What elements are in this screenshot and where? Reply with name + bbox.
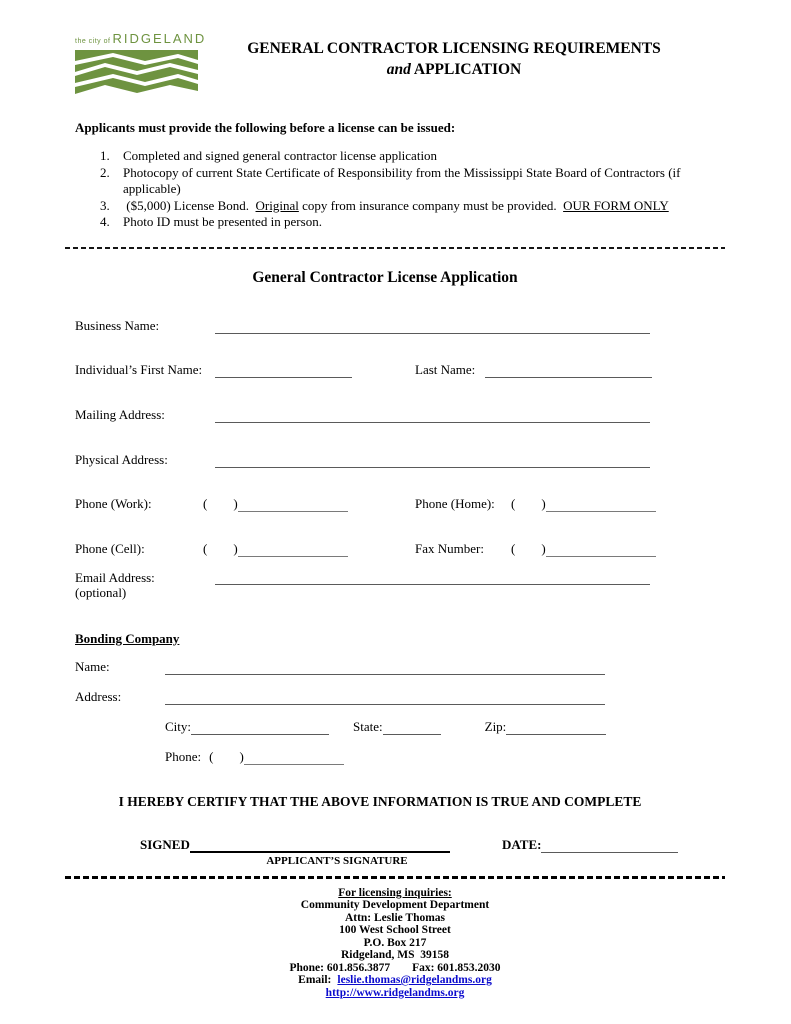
- website-link[interactable]: http://www.ridgelandms.org: [325, 986, 465, 999]
- bonding-address-row: [75, 689, 725, 705]
- bonding-phone-label: Phone:: [165, 748, 202, 764]
- mailing-address-row: [75, 407, 725, 423]
- bonding-name-field[interactable]: [165, 660, 605, 675]
- physical-address-row: [75, 452, 725, 468]
- paren-open: (: [203, 540, 208, 556]
- item3-pre: ($5,000) License Bond.: [123, 197, 256, 213]
- date-label: DATE:: [502, 836, 542, 852]
- list-item: [100, 214, 725, 231]
- document-title: [203, 33, 725, 81]
- date-group: [502, 837, 678, 853]
- attn-line: Attn: Leslie Thomas: [344, 911, 446, 924]
- department-name: Community Development Department: [300, 899, 490, 911]
- zip-field[interactable]: [506, 720, 606, 735]
- business-name-label: Business Name:: [75, 317, 160, 333]
- paren-close: ): [239, 748, 244, 764]
- logo-tagline: the city of: [75, 38, 111, 45]
- list-item: [100, 198, 725, 215]
- footer-email-label: Email:: [298, 974, 332, 986]
- business-name-row: [75, 318, 725, 334]
- name-row: [75, 362, 725, 378]
- business-name-field[interactable]: [215, 319, 650, 334]
- requirements-list: [75, 148, 725, 231]
- bonding-city-state-zip-row: [165, 719, 725, 735]
- bonding-phone-field[interactable]: [244, 750, 344, 765]
- fax-number-label: Fax Number:: [415, 540, 484, 556]
- footer-fax: Fax: 601.853.2030: [412, 961, 501, 974]
- item3-mid: copy from insurance company must be provided.: [298, 197, 564, 213]
- phone-work-label: Phone (Work):: [75, 495, 152, 511]
- certification-statement: I HEREBY CERTIFY THAT THE ABOVE INFORMATION IS TRUE AND COMPLETE: [118, 793, 642, 809]
- dashed-divider: [65, 247, 725, 249]
- zip-label: Zip:: [484, 718, 507, 734]
- document-header: [75, 33, 725, 95]
- footer-contact-block: [75, 887, 715, 1000]
- phone-cell-label: Phone (Cell):: [75, 540, 145, 556]
- title-line1: GENERAL CONTRACTOR LICENSING REQUIREMENTS: [247, 40, 661, 57]
- physical-address-field[interactable]: [215, 453, 650, 468]
- applicants-signature-caption: APPLICANT’S SIGNATURE: [266, 854, 408, 867]
- paren-open: (: [203, 495, 208, 511]
- paren-open: (: [209, 748, 214, 764]
- phone-work-field[interactable]: [238, 497, 348, 512]
- signature-field[interactable]: [190, 838, 450, 853]
- state-field[interactable]: [383, 720, 441, 735]
- phone-work-field-group: [75, 496, 415, 512]
- phone-cell-field-group: [75, 541, 415, 557]
- item-number: 1.: [100, 148, 110, 163]
- bonding-address-label: Address:: [75, 688, 122, 704]
- date-field[interactable]: [541, 838, 678, 853]
- fax-field-group: [415, 541, 656, 557]
- bonding-name-label: Name:: [75, 658, 110, 674]
- phone-cell-field[interactable]: [238, 542, 348, 557]
- logo-text: [75, 31, 207, 48]
- phone-row-2: [75, 541, 725, 557]
- bonding-company-heading: Bonding Company: [75, 630, 180, 646]
- item-number: 4.: [100, 214, 110, 229]
- item-number: 3.: [100, 197, 110, 213]
- phone-row-1: [75, 496, 725, 512]
- phone-home-field-group: [415, 496, 656, 512]
- email-row: [75, 570, 725, 600]
- signed-group: [140, 837, 467, 867]
- phone-home-field[interactable]: [546, 497, 656, 512]
- application-heading: General Contractor License Application: [252, 268, 518, 286]
- email-optional-note: (optional): [75, 584, 127, 600]
- logo-city-name: RIDGELAND: [112, 31, 207, 46]
- email-label-text: Email Address:: [75, 569, 155, 585]
- item-text: Photocopy of current State Certificate of Responsibility from the Mississippi State Board of Contractors (if applicable): [123, 164, 681, 196]
- city-of-ridgeland-logo: [75, 31, 207, 95]
- paren-close: ): [541, 540, 546, 556]
- po-box: P.O. Box 217: [363, 936, 427, 949]
- mailing-address-field[interactable]: [215, 408, 650, 423]
- list-item: [100, 165, 725, 198]
- first-name-label: Individual’s First Name:: [75, 361, 203, 377]
- signed-label: SIGNED: [140, 836, 190, 852]
- licensing-inquiries-heading: For licensing inquiries:: [338, 886, 452, 899]
- paren-open: (: [511, 540, 516, 556]
- city-label: City:: [165, 718, 192, 734]
- street-address: 100 West School Street: [339, 924, 451, 936]
- phone-fax-line: [75, 962, 715, 975]
- last-name-field[interactable]: [485, 363, 652, 378]
- paren-close: ): [541, 495, 546, 511]
- city-state-zip: Ridgeland, MS 39158: [341, 949, 449, 961]
- paren-open: (: [511, 495, 516, 511]
- item3-underlined-our-form-only: OUR FORM ONLY: [563, 197, 669, 213]
- title-and: and: [386, 60, 411, 78]
- footer-phone: Phone: 601.856.3877: [289, 961, 391, 974]
- fax-number-field[interactable]: [546, 542, 656, 557]
- list-item: [100, 148, 725, 165]
- title-line2: APPLICATION: [410, 60, 522, 78]
- item-text: Photo ID must be presented in person.: [123, 214, 322, 229]
- email-link[interactable]: leslie.thomas@ridgelandms.org: [337, 974, 492, 986]
- item-text: [123, 198, 725, 215]
- item-text: Completed and signed general contractor license application: [123, 148, 438, 163]
- item3-underlined-original: Original: [255, 197, 299, 213]
- first-name-field[interactable]: [215, 363, 352, 378]
- dashed-divider-bottom: [65, 876, 725, 879]
- mailing-address-label: Mailing Address:: [75, 406, 165, 422]
- phone-home-label: Phone (Home):: [415, 495, 495, 511]
- city-field[interactable]: [191, 720, 329, 735]
- last-name-label: Last Name:: [415, 361, 476, 377]
- paren-close: ): [233, 540, 238, 556]
- item-number: 2.: [100, 164, 110, 180]
- physical-address-label: Physical Address:: [75, 451, 168, 467]
- bonding-name-row: [75, 659, 725, 675]
- signature-row: [140, 837, 725, 867]
- requirements-intro: Applicants must provide the following before a license can be issued:: [75, 120, 456, 135]
- state-label: State:: [353, 718, 383, 734]
- paren-close: ): [233, 495, 238, 511]
- bonding-address-field[interactable]: [165, 690, 605, 705]
- waves-logo-icon: [75, 50, 198, 95]
- bonding-phone-row: [165, 749, 725, 765]
- email-line: [75, 974, 715, 987]
- email-address-label: [75, 570, 215, 600]
- email-address-field[interactable]: [215, 570, 650, 585]
